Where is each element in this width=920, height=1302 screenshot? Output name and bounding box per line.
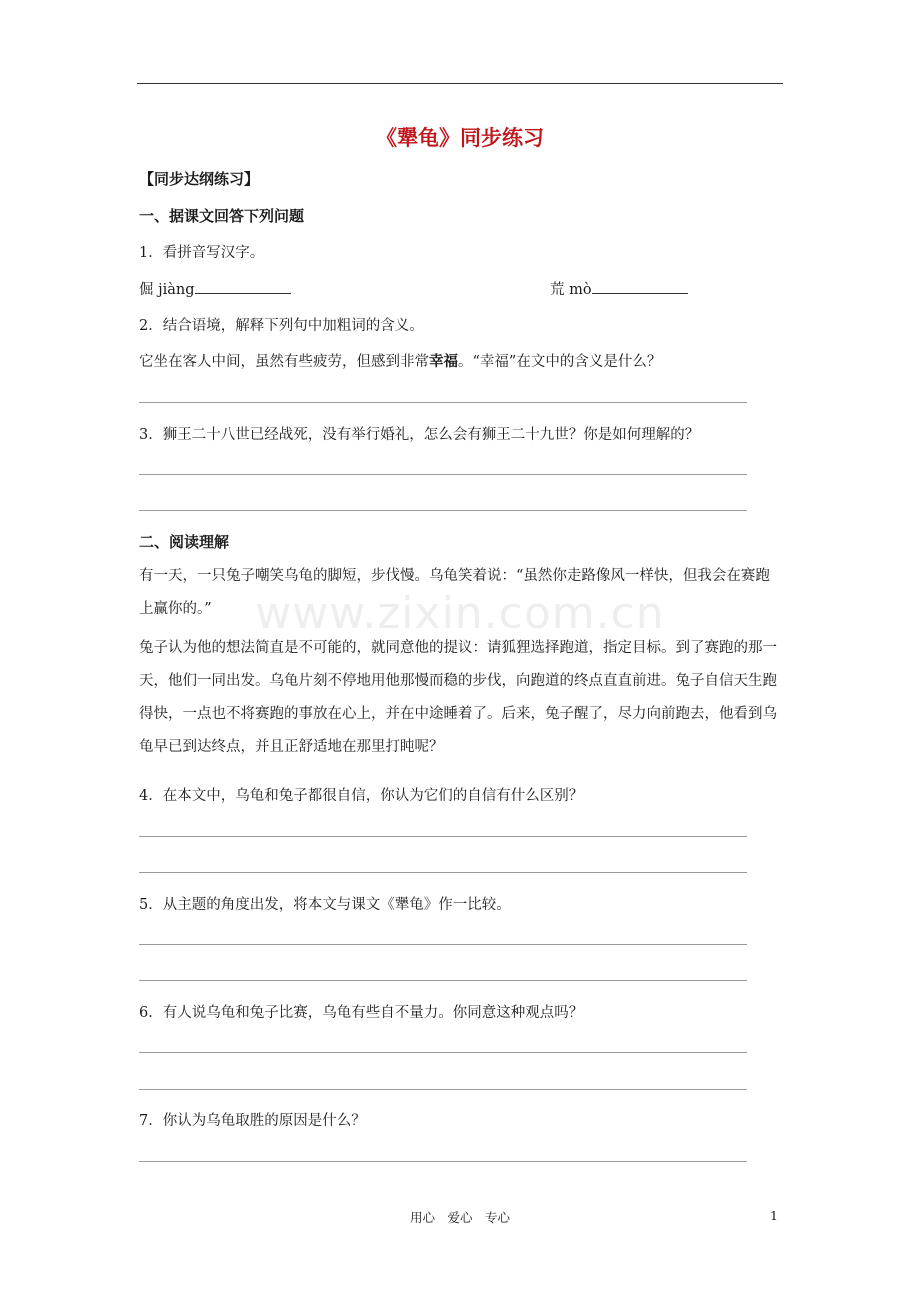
answer-line-q6-2[interactable] <box>139 1089 747 1090</box>
page-footer: 用心 爱心 专心 <box>409 1210 510 1225</box>
answer-line-q5-1[interactable] <box>139 944 747 945</box>
answer-line-q7-1[interactable] <box>139 1161 747 1162</box>
pinyin-b: 荒 mò <box>550 282 592 298</box>
q2-text-after: 。“幸福”在文中的含义是什么？ <box>458 354 662 370</box>
question-7: 7．你认为乌龟取胜的原因是什么？ <box>139 1113 366 1129</box>
question-3: 3．狮王二十八世已经战死，没有举行婚礼，怎么会有狮王二十九世？你是如何理解的？ <box>139 427 700 443</box>
answer-blank-a[interactable] <box>195 279 291 294</box>
part2-heading: 二、阅读理解 <box>139 533 230 551</box>
question-1-item-b <box>550 278 688 299</box>
answer-blank-b[interactable] <box>592 279 688 294</box>
answer-line-q4-2[interactable] <box>139 872 747 873</box>
section-tag: 【同步达纲练习】 <box>139 170 260 188</box>
question-1-item-a <box>139 278 291 299</box>
answer-line-q4-1[interactable] <box>139 836 747 837</box>
answer-line-q3-1[interactable] <box>139 474 747 475</box>
answer-line-q2[interactable] <box>139 402 747 403</box>
question-2-sentence <box>139 350 661 371</box>
answer-line-q6-1[interactable] <box>139 1052 747 1053</box>
answer-line-q3-2[interactable] <box>139 510 747 511</box>
reading-paragraph-2: 兔子认为他的想法简直是不可能的，就同意他的提议：请狐狸选择跑道，指定目标。到了赛跑的那一天，他们一同出发。乌龟片刻不停地用他那慢而稳的步伐，向跑道的终点直直前进。兔子自信天生跑得快，一点也不将赛跑的事放在心上，并在中途睡着了。后来，兔子醒了，尽力向前跑去，他看到乌龟早已到达终点，并且正舒适地在那里打盹呢？ <box>139 640 777 755</box>
reading-paragraph-1: 有一天，一只兔子嘲笑乌龟的脚短，步伐慢。乌龟笑着说：“虽然你走路像风一样快，但我会在赛跑上赢你的。” <box>139 568 770 617</box>
q2-text-before: 它坐在客人中间，虽然有些疲劳，但感到非常 <box>139 354 429 370</box>
question-6: 6．有人说乌龟和兔子比赛，乌龟有些自不量力。你同意这种观点吗？ <box>139 1005 584 1021</box>
question-1: 1．看拼音写汉字。 <box>139 245 265 261</box>
part1-heading: 一、据课文回答下列问题 <box>139 207 305 225</box>
question-4: 4．在本文中，乌龟和兔子都很自信，你认为它们的自信有什么区别？ <box>139 788 584 804</box>
q2-bold-word: 幸福 <box>429 353 458 370</box>
answer-line-q5-2[interactable] <box>139 980 747 981</box>
pinyin-a: 倔 jiàng <box>139 282 195 298</box>
header-rule <box>137 83 783 84</box>
watermark: www.zixin.com.cn <box>255 588 665 639</box>
document-title: 《犟龟》同步练习 <box>376 126 544 150</box>
page-number: 1 <box>770 1208 778 1223</box>
question-2: 2．结合语境，解释下列句中加粗词的含义。 <box>139 318 424 334</box>
question-5: 5．从主题的角度出发，将本文与课文《犟龟》作一比较。 <box>139 897 511 913</box>
